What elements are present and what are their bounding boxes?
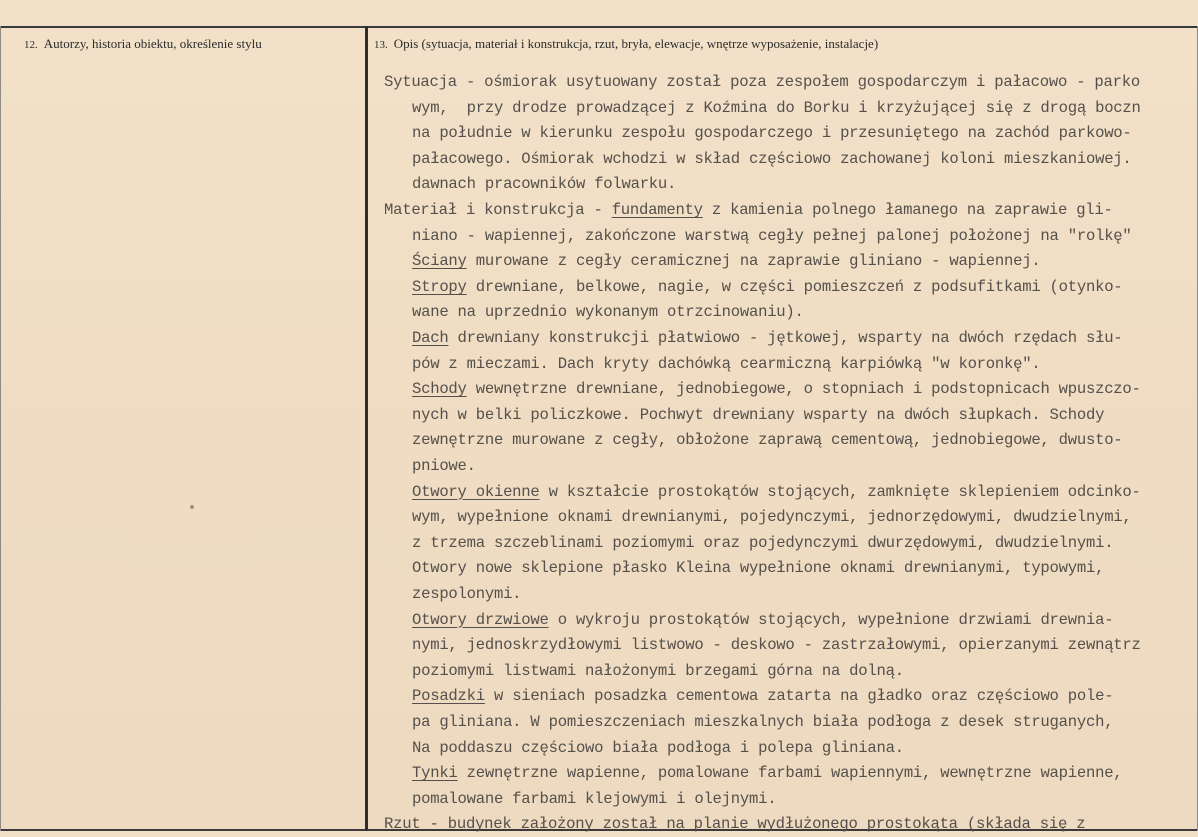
text-line [412, 633, 1141, 658]
text-run: Materiał i konstrukcja - [384, 201, 612, 219]
text-line [412, 96, 1141, 121]
text-line [412, 403, 1104, 428]
text-line [412, 608, 1113, 633]
text-run: nych w belki policzkowe. Pochwyt drewniany wsparty na dwóch słupkach. Schody [412, 405, 1105, 424]
text-line [412, 172, 676, 197]
text-line [412, 531, 1113, 556]
underlined-heading: Ściany [412, 252, 467, 271]
text-run: Rzut - budynek założony został na planie wydłużonego prostokąta (składa się z [384, 815, 1086, 834]
section-12-number: 12. [24, 39, 38, 51]
paper-speck [190, 505, 194, 509]
text-run: pałacowego. Ośmiorak wchodzi w skład częściowo zachowanej koloni mieszkaniowej. [412, 149, 1132, 168]
text-run: pniowe. [412, 457, 476, 475]
text-line [412, 684, 1113, 709]
text-run: w sieniach posadzka cementowa zatarta na gładko oraz częściowo pole- [484, 687, 1114, 706]
underlined-heading: Stropy [412, 277, 467, 296]
column-divider [365, 26, 368, 831]
underlined-heading: Dach [412, 329, 449, 347]
text-line [412, 761, 1122, 786]
text-line [412, 352, 1040, 377]
text-line [412, 377, 1141, 402]
underlined-heading: Schody [412, 380, 467, 399]
underlined-heading: fundamenty [611, 201, 703, 219]
text-run: wym, wypełnione oknami drewnianymi, pojedynczymi, jednorzędowymi, dwudzielnymi, [412, 508, 1132, 527]
underlined-heading: Otwory okienne [412, 482, 540, 501]
section-13-header [374, 36, 878, 52]
text-run: zewnętrzne murowane z cegły, obłożone zaprawą cementową, jednobiegowe, dwusto- [412, 431, 1123, 450]
text-line [384, 70, 1140, 95]
text-run: wane na uprzednio wykonanym otrzcinowaniu). [412, 303, 804, 322]
text-run: zewnętrzne wapienne, pomalowane farbami wapiennymi, wewnętrzne wapienne, [457, 764, 1123, 783]
text-run: pów z mieczami. Dach kryty dachówką cearmiczną karpiówką "w koronkę". [412, 354, 1041, 373]
text-line [412, 300, 804, 325]
section-13-title: Opis (sytuacja, materiał i konstrukcja, rzut, bryła, elewacje, wnętrze wyposażenie, instalacje) [393, 36, 879, 51]
section-12-header [24, 36, 262, 52]
text-line [412, 249, 1040, 274]
left-edge [0, 26, 1, 831]
text-run: dawnach pracowników folwarku. [412, 175, 677, 194]
text-run: wewnętrzne drewniane, jednobiegowe, o stopniach i podstopnicach wpuszczo- [466, 380, 1141, 399]
text-run: pa gliniana. W pomieszczeniach mieszkalnych biała podłoga z desek struganych, [412, 713, 1114, 731]
text-line [384, 198, 1113, 223]
text-line [412, 582, 521, 607]
text-line [412, 121, 1132, 146]
text-run: zespolonymi. [412, 585, 522, 603]
text-run: o wykroju prostokątów stojących, wypełnione drzwiami drewnia- [548, 610, 1114, 629]
text-line [412, 787, 776, 812]
text-run: Na poddaszu częściowo biała podłoga i polepa gliniana. [412, 738, 904, 757]
underlined-heading: Otwory drzwiowe [412, 610, 549, 629]
text-run: Otwory nowe sklepione płasko Kleina wypełnione oknami drewnianymi, typowymi, [412, 559, 1105, 578]
text-line [412, 454, 476, 479]
text-run: drewniane, belkowe, nagie, w części pomieszczeń z podsufitkami (otynko- [466, 277, 1123, 296]
top-border [0, 26, 1198, 28]
text-line [412, 710, 1113, 735]
text-line [412, 736, 904, 761]
text-line [412, 224, 1132, 249]
text-run: z trzema szczeblinami poziomymi oraz pojedynczymi dwurzędowymi, dwudzielnymi. [412, 533, 1114, 552]
text-run: wym, przy drodze prowadzącej z Koźmina do Borku i krzyżującej się z drogą boczn [412, 98, 1141, 117]
text-line [412, 326, 1122, 351]
text-run: w kształcie prostokątów stojących, zamknięte sklepieniem odcinko- [539, 482, 1141, 501]
text-run: z kamienia polnego łamanego na zaprawie gli- [702, 201, 1113, 219]
underlined-heading: Posadzki [412, 687, 485, 706]
section-12-title: Autorzy, historia obiektu, określenie stylu [43, 36, 262, 51]
text-line [412, 428, 1122, 453]
text-run: murowane z cegły ceramicznej na zaprawie gliniano - wapiennej. [466, 252, 1041, 271]
text-run: poziomymi listwami nałożonymi brzegami górna na dolną. [412, 661, 904, 680]
text-run: na południe w kierunku zespołu gospodarczego i przesuniętego na zachód parkowo- [412, 124, 1132, 143]
text-run: drewniany konstrukcji płatwiowo - jętkowej, wsparty na dwóch rzędach słu- [448, 329, 1123, 347]
text-line [384, 812, 1085, 837]
section-13-number: 13. [374, 39, 388, 51]
text-run: Sytuacja - ośmiorak usytuowany został poza zespołem gospodarczym i pałacowo - parko [384, 73, 1140, 91]
underlined-heading: Tynki [412, 764, 458, 783]
text-line [412, 659, 904, 684]
text-line [412, 505, 1132, 530]
text-run: pomalowane farbami klejowymi i olejnymi. [412, 789, 777, 808]
text-line [412, 275, 1122, 300]
text-line [412, 480, 1141, 505]
text-line [412, 556, 1104, 581]
text-line [412, 147, 1132, 172]
text-run: nymi, jednoskrzydłowymi listwowo - deskowo - zastrzałowymi, opierzanymi zewnątrz [412, 636, 1141, 655]
text-run: niano - wapiennej, zakończone warstwą cegły pełnej palonej położonej na "rolkę" [412, 226, 1132, 245]
